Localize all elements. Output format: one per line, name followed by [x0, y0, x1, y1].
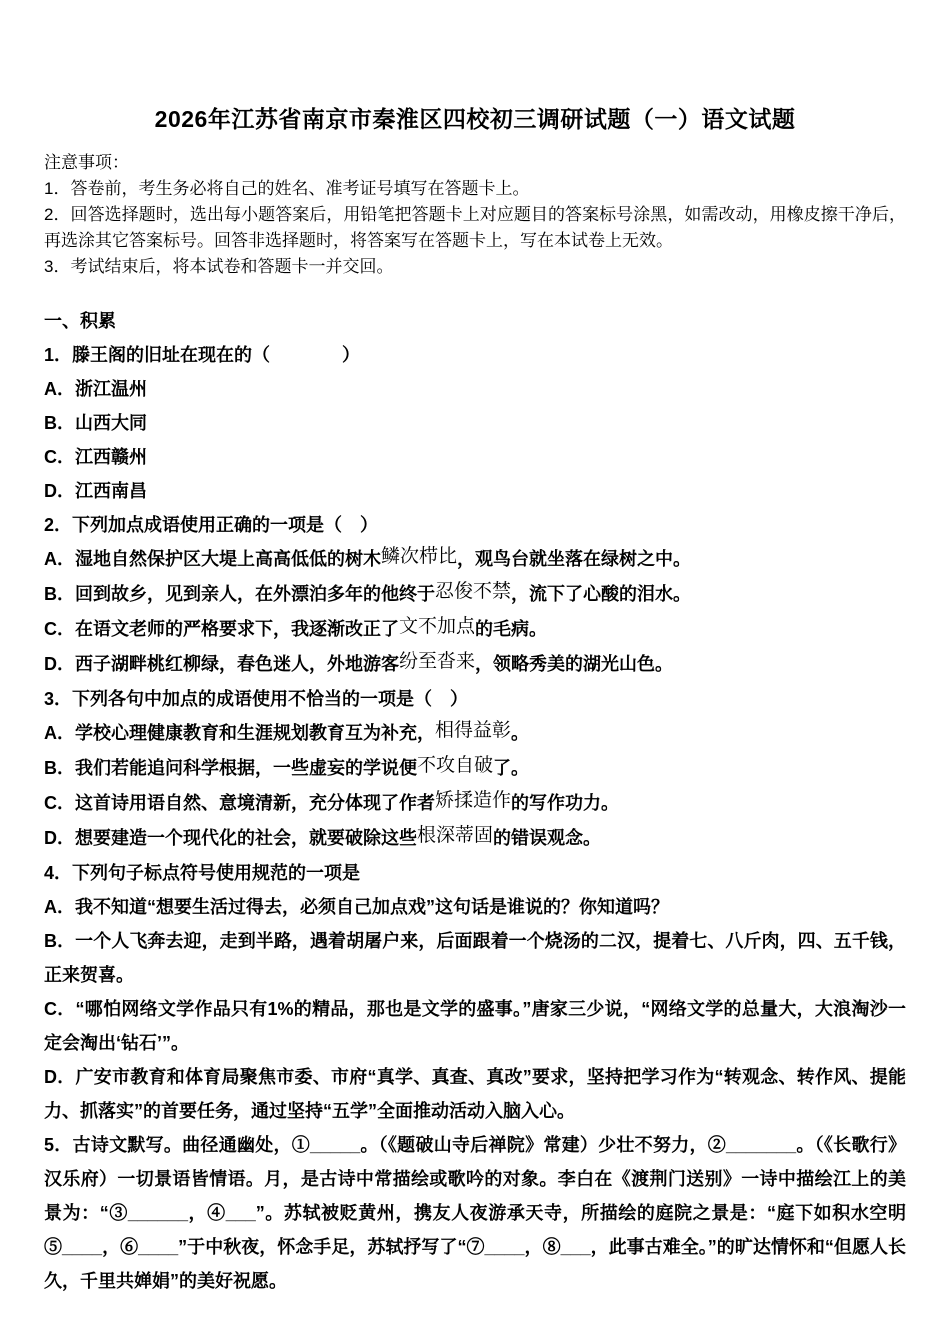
question-3-option-d	[44, 821, 906, 856]
question-4-option-d: D．广安市教育和体育局聚焦市委、市府“真学、真查、真改”要求，坚持把学习作为“转观念、转作风、提能力、抓落实”的首要任务，通过坚持“五学”全面推动活动入脑入心。	[44, 1067, 906, 1121]
emphasized-idiom: 不攻自破	[417, 755, 494, 776]
question-1-option-d: D．江西南昌	[44, 481, 147, 501]
notice-item-3: 3．考试结束后，将本试卷和答题卡一并交回。	[44, 257, 394, 276]
question-2-option-a	[44, 542, 906, 577]
question-3-option-a	[44, 716, 906, 751]
option-text: C．这首诗用语自然、意境清新，充分体现了作者	[44, 793, 435, 813]
page-title: 2026年江苏省南京市秦淮区四校初三调研试题（一）语文试题	[154, 106, 796, 132]
option-text: 的写作功力。	[511, 793, 620, 813]
emphasized-idiom: 矫揉造作	[435, 790, 512, 811]
option-text: B．我们若能追问科学根据，一些虚妄的学说便	[44, 758, 417, 778]
section-accumulation	[44, 304, 906, 1298]
question-4-option-a: A．我不知道“想要生活过得去，必须自己加点戏”这句话是谁说的？你知道吗？	[44, 897, 669, 917]
option-text: D．西子湖畔桃红柳绿，春色迷人，外地游客	[44, 654, 399, 674]
question-4-option-c: C．“哪怕网络文学作品只有1%的精品，那也是文学的盛事。”唐家三少说，“网络文学的总量大，大浪淘沙一定会淘出‘钻石’”。	[44, 999, 906, 1053]
option-text: D．想要建造一个现代化的社会，就要破除这些	[44, 828, 417, 848]
option-text: 。	[511, 723, 530, 743]
emphasized-idiom: 鳞次栉比	[381, 546, 458, 567]
question-1-option-a: A．浙江温州	[44, 379, 147, 399]
emphasized-idiom: 相得益彰	[435, 720, 512, 741]
question-3-option-c	[44, 786, 906, 821]
option-text: 了。	[493, 758, 530, 778]
notice-heading: 注意事项：	[44, 153, 129, 172]
notice-section	[44, 150, 906, 280]
emphasized-idiom: 忍俊不禁	[435, 581, 512, 602]
option-text: C．在语文老师的严格要求下，我逐渐改正了	[44, 619, 399, 639]
option-text: ，观鸟台就坐落在绿树之中。	[457, 549, 692, 569]
question-1-stem: 1．滕王阁的旧址在现在的（ ）	[44, 345, 361, 365]
section-heading: 一、积累	[44, 311, 116, 331]
option-text: 的错误观念。	[493, 828, 602, 848]
option-text: ，领略秀美的湖光山色。	[475, 654, 674, 674]
emphasized-idiom: 文不加点	[399, 616, 476, 637]
option-text: 的毛病。	[475, 619, 548, 639]
question-1-option-b: B．山西大同	[44, 413, 147, 433]
option-text: B．回到故乡，见到亲人，在外漂泊多年的他终于	[44, 584, 435, 604]
question-2-option-d	[44, 647, 906, 682]
question-3-stem: 3．下列各句中加点的成语使用不恰当的一项是（ ）	[44, 689, 469, 709]
emphasized-idiom: 根深蒂固	[417, 825, 494, 846]
option-text: A．湿地自然保护区大堤上高高低低的树木	[44, 549, 381, 569]
option-text: A．学校心理健康教育和生涯规划教育互为补充，	[44, 723, 435, 743]
question-2-stem: 2．下列加点成语使用正确的一项是（ ）	[44, 515, 379, 535]
question-2-option-b	[44, 577, 906, 612]
option-text: ，流下了心酸的泪水。	[511, 584, 692, 604]
question-2-option-c	[44, 612, 906, 647]
notice-item-1: 1．答卷前，考生务必将自己的姓名、准考证号填写在答题卡上。	[44, 179, 530, 198]
notice-item-2: 2．回答选择题时，选出每小题答案后，用铅笔把答题卡上对应题目的答案标号涂黑，如需改动，用橡皮擦干净后，再选涂其它答案标号。回答非选择题时，将答案写在答题卡上，写在本试卷上无效。	[44, 205, 906, 250]
emphasized-idiom: 纷至沓来	[399, 651, 476, 672]
question-1-option-c: C．江西赣州	[44, 447, 147, 467]
question-3-option-b	[44, 751, 906, 786]
question-4-stem: 4．下列句子标点符号使用规范的一项是	[44, 863, 361, 883]
question-4-option-b: B．一个人飞奔去迎，走到半路，遇着胡屠户来，后面跟着一个烧汤的二汉，提着七、八斤肉，四、五千钱，正来贺喜。	[44, 931, 906, 985]
question-5-text: 5．古诗文默写。曲径通幽处，①_____。（《题破山寺后禅院》常建）少壮不努力，②_______。（《长歌行》汉乐府）一切景语皆情语。月，是古诗中常描绘或歌吟的对象。李白在《渡荆门送别》一诗中描绘江上的美景为：“③______，④___”。苏轼被贬黄州，携友人夜游承天寺，所描绘的庭院之景是：“庭下如积水空明⑤____，⑥____”于中秋夜，怀念手足，苏轼抒写了“⑦____，⑧___，此事古难全。”的旷达情怀和“但愿人长久，千里共婵娟”的美好祝愿。	[44, 1135, 906, 1291]
